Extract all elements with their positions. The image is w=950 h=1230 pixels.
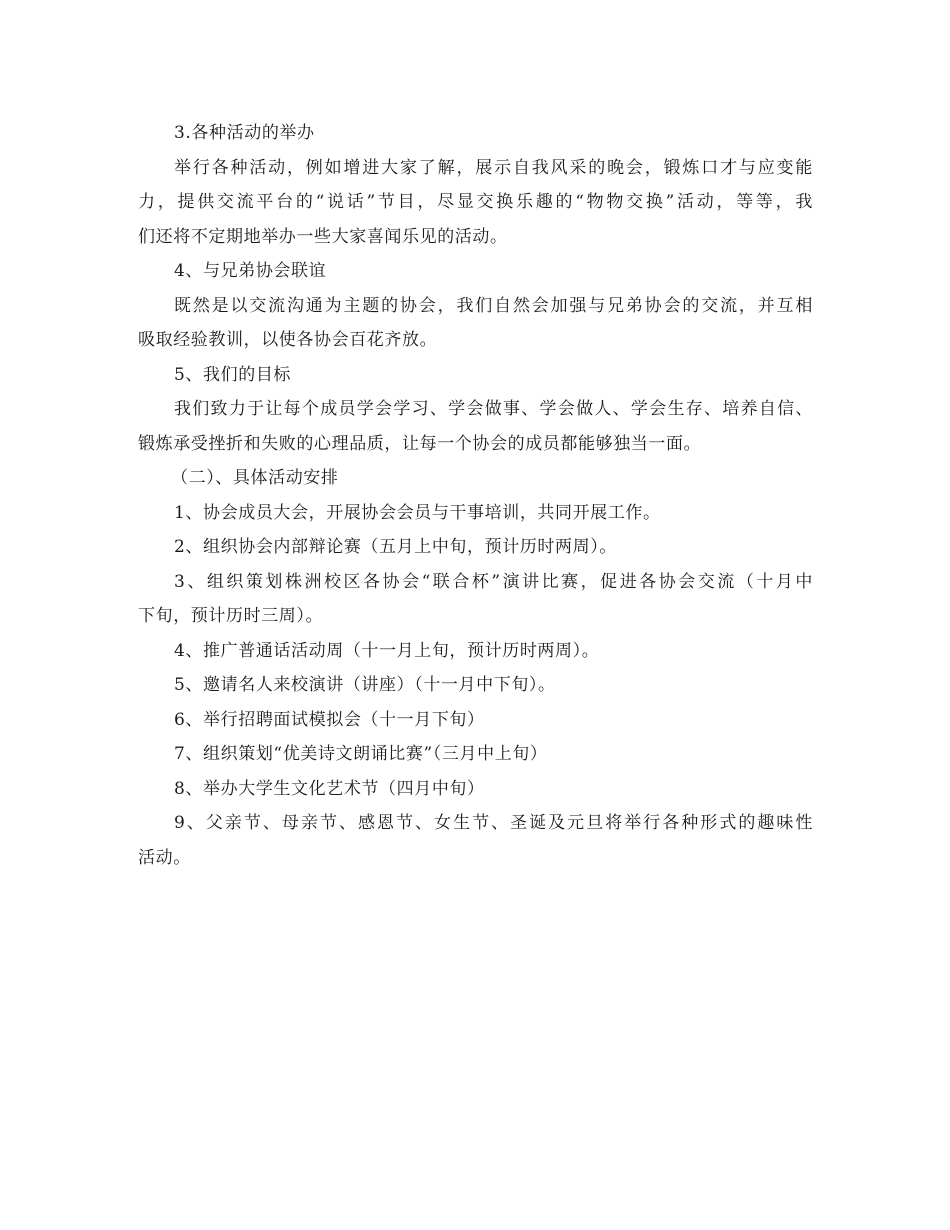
list-item-continuation — [138, 599, 813, 634]
paragraph-line — [138, 220, 813, 255]
paragraph-line — [138, 427, 813, 462]
list-item — [138, 772, 813, 807]
line-text: 4、推广普通话活动周（十一月上旬，预计历时两周）。 — [174, 640, 600, 661]
paragraph-line — [138, 323, 813, 358]
document-body — [138, 116, 813, 875]
line-text: 1、协会成员大会，开展协会会员与干事培训，共同开展工作。 — [174, 502, 661, 523]
line-text: 9、父亲节、母亲节、感恩节、女生节、圣诞及元旦将举行各种形式的趣味性 — [174, 813, 813, 833]
section-heading-activities — [138, 116, 813, 151]
line-text: 8、举办大学生文化艺术节（四月中旬） — [174, 778, 485, 799]
list-item — [138, 634, 813, 669]
line-text: 吸取经验教训，以使各协会百花齐放。 — [138, 330, 438, 350]
paragraph-line — [138, 151, 813, 186]
paragraph-line — [138, 392, 813, 427]
line-text: 活动。 — [138, 847, 191, 868]
list-item — [138, 703, 813, 738]
line-text: 们还将不定期地举办一些大家喜闻乐见的活动。 — [138, 226, 508, 247]
line-text: 锻炼承受挫折和失败的心理品质，让每一个协会的成员都能够独当一面。 — [138, 433, 702, 454]
line-text: 5、邀请名人来校演讲（讲座）（十一月中下旬）。 — [174, 675, 556, 695]
line-text: 5、我们的目标 — [174, 364, 292, 385]
line-text: 我们致力于让每个成员学会学习、学会做事、学会做人、学会生存、培养自信、 — [174, 399, 813, 419]
line-text: 既然是以交流沟通为主题的协会，我们自然会加强与兄弟协会的交流，并互相 — [174, 295, 813, 316]
list-item — [138, 668, 813, 703]
list-item — [138, 530, 813, 565]
paragraph-line — [138, 289, 813, 324]
line-text: 力，提供交流平台的“说话”节目，尽显交换乐趣的“物物交换”活动，等等，我 — [138, 192, 813, 212]
list-item — [138, 737, 813, 772]
list-item — [138, 806, 813, 841]
section-heading-fellowship — [138, 254, 813, 289]
line-text: 7、组织策划“优美诗文朗诵比赛”（三月中上旬） — [174, 744, 548, 764]
list-item-continuation — [138, 841, 813, 876]
line-text: 3、组织策划株洲校区各协会“联合杯”演讲比赛，促进各协会交流（十月中 — [174, 571, 813, 592]
line-text: （二）、具体活动安排 — [171, 468, 339, 488]
line-text: 6、举行招聘面试模拟会（十一月下旬） — [174, 709, 485, 730]
line-text: 举行各种活动，例如增进大家了解，展示自我风采的晚会，锻炼口才与应变能 — [174, 157, 813, 178]
section-heading-schedule — [138, 461, 813, 496]
paragraph-line — [138, 185, 813, 220]
line-text: 下旬，预计历时三周）。 — [138, 606, 324, 626]
line-text: 4、与兄弟协会联谊 — [174, 261, 327, 281]
line-text: 2、组织协会内部辩论赛（五月上中旬，预计历时两周）。 — [174, 537, 617, 557]
list-item — [138, 565, 813, 600]
list-item — [138, 496, 813, 531]
line-text: 3.各种活动的举办 — [174, 123, 315, 143]
section-heading-goals — [138, 358, 813, 393]
